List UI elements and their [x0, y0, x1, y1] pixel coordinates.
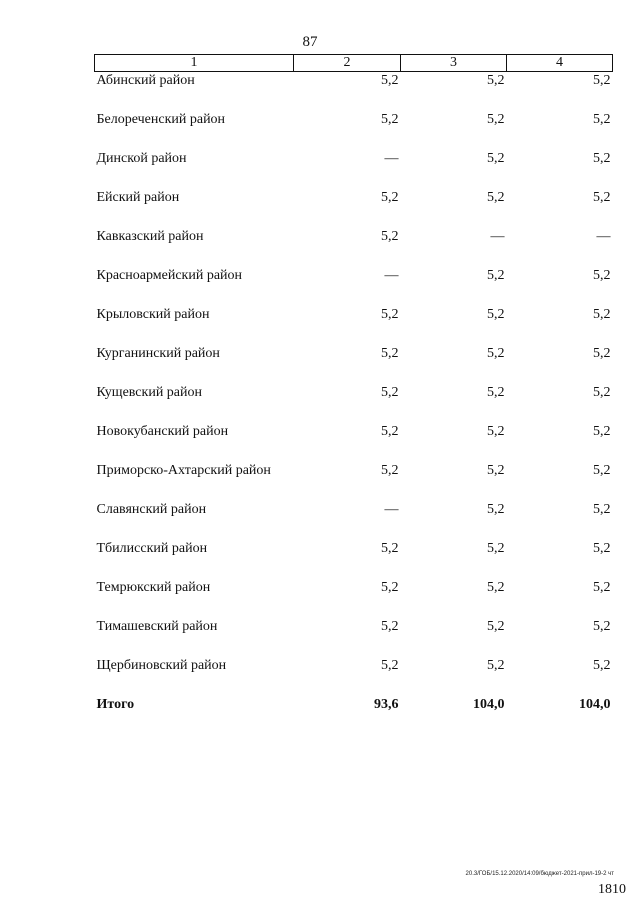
- row-name: Кущевский район: [96, 385, 203, 400]
- row-value-col-4: 5,2: [593, 268, 611, 283]
- row-value-col-2: 5,2: [381, 658, 399, 673]
- row-value-col-4: —: [596, 229, 611, 244]
- row-value-col-4: 5,2: [593, 346, 611, 361]
- allocation-table: [94, 54, 612, 735]
- row-name: Абинский район: [96, 73, 195, 88]
- table-row: [95, 189, 613, 228]
- row-value-col-4: 5,2: [593, 502, 611, 517]
- row-value-col-3: 5,2: [487, 346, 505, 361]
- row-value-col-2: —: [384, 502, 399, 517]
- row-value-col-3: 5,2: [487, 463, 505, 478]
- row-name: Курганинский район: [96, 346, 220, 361]
- table-header-row: [95, 55, 613, 72]
- row-value-col-4: 5,2: [593, 73, 611, 88]
- header-col-3: 3: [401, 55, 507, 72]
- header-col-1: 1: [95, 55, 294, 72]
- row-value-col-4: 5,2: [593, 424, 611, 439]
- row-value-col-4: 5,2: [593, 658, 611, 673]
- row-name: Новокубанский район: [96, 424, 229, 439]
- row-value-col-3: 5,2: [487, 190, 505, 205]
- row-name: Приморско-Ахтарский район: [96, 463, 271, 478]
- row-value-col-4: 5,2: [593, 619, 611, 634]
- row-value-col-4: 5,2: [593, 112, 611, 127]
- table-row: [95, 462, 613, 501]
- total-value-col-3: 104,0: [473, 697, 505, 712]
- row-value-col-2: 5,2: [381, 307, 399, 322]
- row-value-col-3: 5,2: [487, 307, 505, 322]
- table-body: [95, 72, 613, 736]
- row-value-col-3: —: [490, 229, 505, 244]
- row-name: Крыловский район: [96, 307, 210, 322]
- row-value-col-3: 5,2: [487, 619, 505, 634]
- table-row: [95, 540, 613, 579]
- row-value-col-3: 5,2: [487, 541, 505, 556]
- table-row: [95, 501, 613, 540]
- row-value-col-2: 5,2: [381, 346, 399, 361]
- row-value-col-3: 5,2: [487, 502, 505, 517]
- total-value-col-2: 93,6: [374, 697, 399, 712]
- row-name: Тбилисский район: [96, 541, 208, 556]
- row-value-col-3: 5,2: [487, 580, 505, 595]
- row-value-col-2: 5,2: [381, 73, 399, 88]
- table-row: [95, 423, 613, 462]
- table-row: [95, 657, 613, 696]
- row-value-col-3: 5,2: [487, 424, 505, 439]
- row-value-col-2: 5,2: [381, 619, 399, 634]
- row-value-col-4: 5,2: [593, 580, 611, 595]
- row-value-col-4: 5,2: [593, 541, 611, 556]
- footer-page-number: 1810: [598, 882, 626, 897]
- row-name: Щербиновский район: [96, 658, 227, 673]
- header-col-4: 4: [507, 55, 613, 72]
- row-name: Славянский район: [96, 502, 207, 517]
- row-value-col-2: —: [384, 268, 399, 283]
- row-value-col-2: 5,2: [381, 424, 399, 439]
- row-value-col-2: 5,2: [381, 190, 399, 205]
- row-value-col-3: 5,2: [487, 73, 505, 88]
- row-value-col-4: 5,2: [593, 463, 611, 478]
- table-row: [95, 306, 613, 345]
- header-col-2: 2: [294, 55, 401, 72]
- row-value-col-4: 5,2: [593, 385, 611, 400]
- row-value-col-3: 5,2: [487, 385, 505, 400]
- row-value-col-3: 5,2: [487, 112, 505, 127]
- row-value-col-3: 5,2: [487, 268, 505, 283]
- total-label: Итого: [96, 697, 135, 712]
- row-value-col-2: 5,2: [381, 385, 399, 400]
- row-value-col-2: 5,2: [381, 112, 399, 127]
- footer-document-code: 20.3/ГОБ/15.12.2020/14:09/бюджет-2021-прил-19-2 чт: [465, 871, 614, 877]
- table-row: [95, 72, 613, 112]
- table-row: [95, 150, 613, 189]
- row-name: Динской район: [96, 151, 187, 166]
- table-row: [95, 111, 613, 150]
- row-name: Кавказский район: [96, 229, 204, 244]
- page-number: 87: [302, 34, 318, 50]
- row-value-col-2: 5,2: [381, 229, 399, 244]
- row-name: Тимашевский район: [96, 619, 218, 634]
- row-value-col-2: 5,2: [381, 541, 399, 556]
- row-name: Красноармейский район: [96, 268, 243, 283]
- total-value-col-4: 104,0: [579, 697, 611, 712]
- row-value-col-4: 5,2: [593, 151, 611, 166]
- table-row: [95, 267, 613, 306]
- row-name: Ейский район: [96, 190, 180, 205]
- row-value-col-2: 5,2: [381, 580, 399, 595]
- row-value-col-2: —: [384, 151, 399, 166]
- total-row: [95, 696, 613, 735]
- table-row: [95, 618, 613, 657]
- table-row: [95, 228, 613, 267]
- row-value-col-3: 5,2: [487, 658, 505, 673]
- row-value-col-4: 5,2: [593, 190, 611, 205]
- table-row: [95, 345, 613, 384]
- data-table: [94, 54, 613, 735]
- row-value-col-4: 5,2: [593, 307, 611, 322]
- row-value-col-2: 5,2: [381, 463, 399, 478]
- table-row: [95, 384, 613, 423]
- row-name: Темрюкский район: [96, 580, 211, 595]
- row-name: Белореченский район: [96, 112, 226, 127]
- table-row: [95, 579, 613, 618]
- row-value-col-3: 5,2: [487, 151, 505, 166]
